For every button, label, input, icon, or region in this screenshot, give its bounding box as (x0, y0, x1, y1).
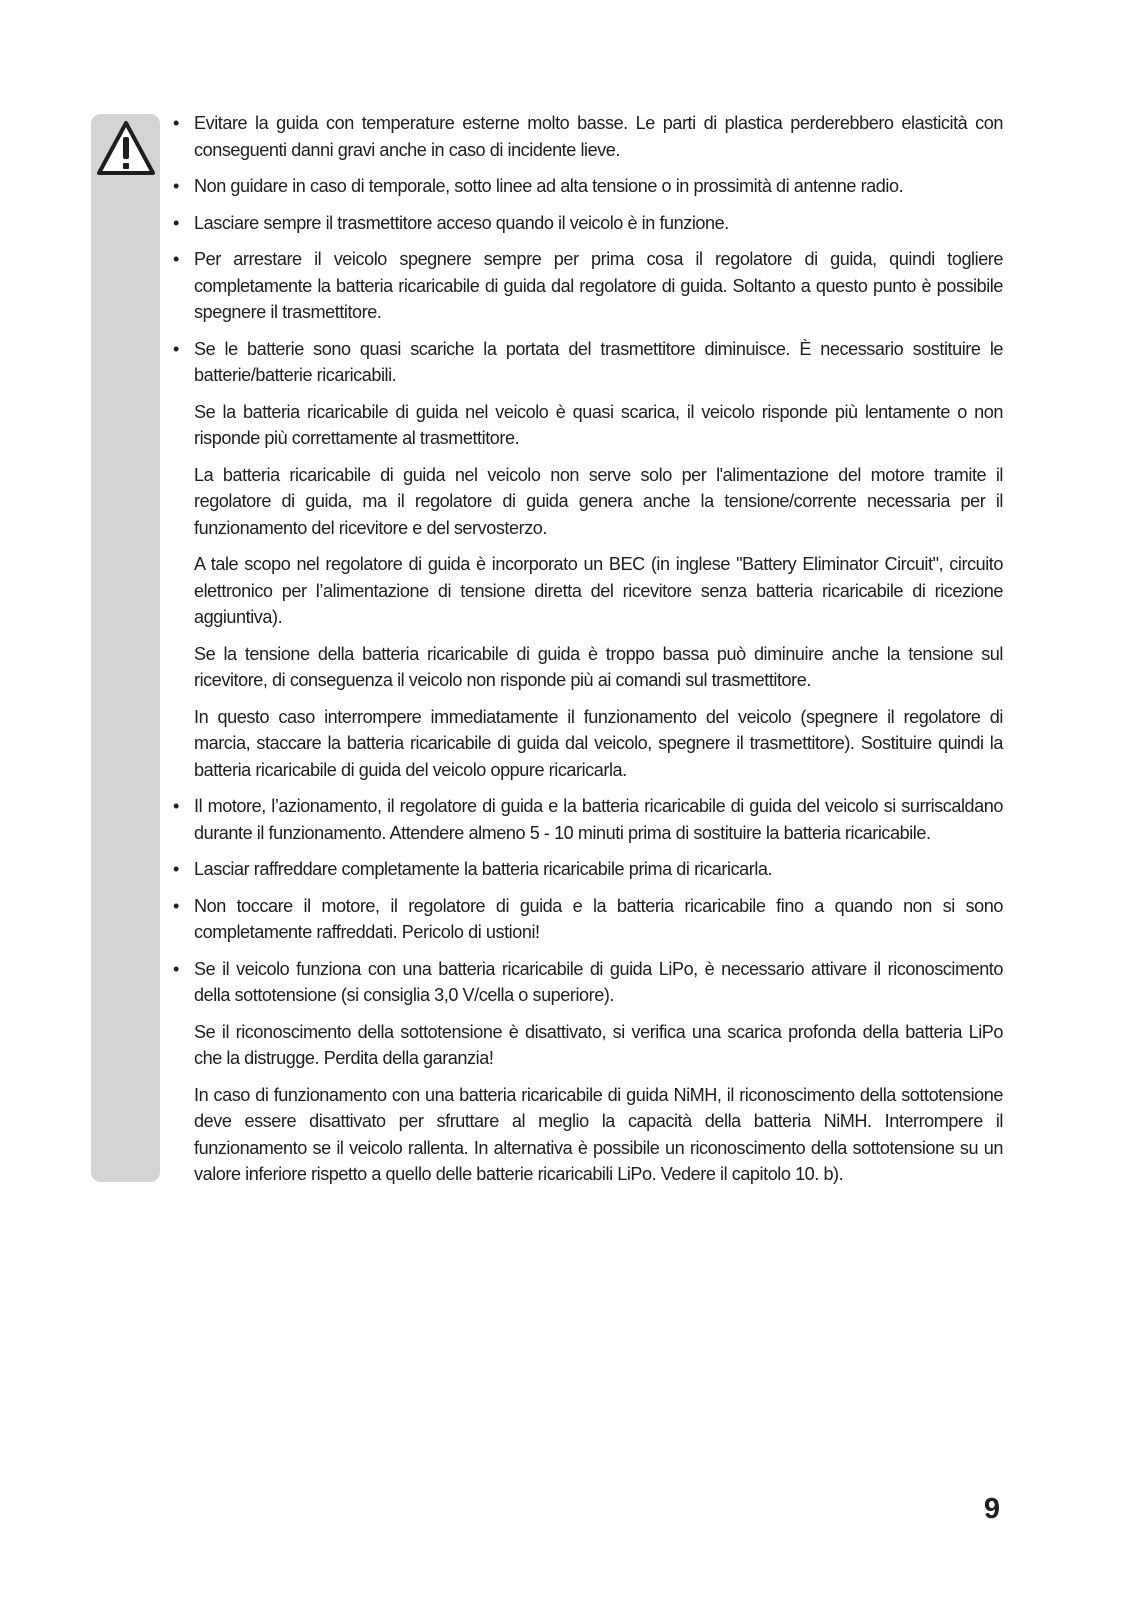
bullet-item (173, 956, 1003, 1009)
warning-triangle-icon (95, 119, 157, 179)
paragraph (173, 1019, 1003, 1072)
paragraph (173, 704, 1003, 784)
block-text: Se le batterie sono quasi scariche la portata del trasmettitore diminuisce. È necessario sostituire le batterie/batterie ricaricabili. (194, 338, 1003, 385)
bullet-marker: • (173, 176, 179, 196)
bullet-marker: • (173, 338, 179, 359)
block-text: In questo caso interrompere immediatamente il funzionamento del veicolo (spegnere il regolatore di marcia, staccare la batteria ricaricabile di guida dal veicolo, spegnere il trasmettitore). Sostituire quindi la batteria ricaricabile di guida del veicolo oppure ricaricarla. (194, 706, 1003, 780)
bullet-item (173, 246, 1003, 326)
paragraph (173, 551, 1003, 631)
bullet-marker: • (173, 796, 179, 816)
bullet-item (173, 793, 1003, 846)
bullet-item (173, 336, 1003, 389)
warning-sidebar (91, 114, 160, 1182)
paragraph (173, 399, 1003, 452)
bullet-item (173, 173, 1003, 200)
safety-instructions (173, 110, 1003, 1198)
block-text: La batteria ricaricabile di guida nel veicolo non serve solo per l'alimentazione del motore tramite il regolatore di guida, ma il regolatore di guida genera anche la tensione/corrente necessaria per il funzionamento del ricevitore e del servosterzo. (194, 464, 1003, 538)
block-text: Se la tensione della batteria ricaricabile di guida è troppo bassa può diminuire anche la tensione sul ricevitore, di conseguenza il veicolo non risponde più ai comandi sul trasmettitore. (194, 643, 1003, 690)
page-number: 9 (983, 1493, 1000, 1525)
bullet-marker: • (173, 895, 179, 916)
block-text: Se il riconoscimento della sottotensione è disattivato, si verifica una scarica profonda della batteria LiPo che la distrugge. Perdita della garanzia! (194, 1021, 1003, 1068)
block-text: Lasciar raffreddare completamente la batteria ricaricabile prima di ricaricarla. (194, 859, 773, 879)
paragraph (173, 641, 1003, 694)
bullet-item (173, 856, 1003, 883)
block-text: Non guidare in caso di temporale, sotto linee ad alta tensione o in prossimità di antenne radio. (194, 176, 904, 196)
bullet-item (173, 210, 1003, 237)
block-text: Se la batteria ricaricabile di guida nel veicolo è quasi scarica, il veicolo risponde più lentamente o non risponde più correttamente al trasmettitore. (194, 401, 1003, 448)
block-text: In caso di funzionamento con una batteria ricaricabile di guida NiMH, il riconoscimento della sottotensione deve essere disattivato per sfruttare al meglio la capacità della batteria NiMH. Interrompere il funzionamento se il veicolo rallenta. In alternativa è possibile un riconoscimento della sottotensione su un valore inferiore rispetto a quello delle batterie ricaricabili LiPo. Vedere il capitolo 10. b). (194, 1084, 1003, 1184)
bullet-marker: • (173, 212, 179, 233)
block-text: Per arrestare il veicolo spegnere sempre per prima cosa il regolatore di guida, quindi togliere completamente la batteria ricaricabile di guida dal regolatore di guida. Soltanto a questo punto è possibile spegnere il trasmettitore. (194, 249, 1003, 322)
bullet-item (173, 893, 1003, 946)
block-text: Lasciare sempre il trasmettitore acceso quando il veicolo è in funzione. (194, 212, 729, 233)
block-text: Se il veicolo funziona con una batteria ricaricabile di guida LiPo, è necessario attivare il riconoscimento della sottotensione (si consiglia 3,0 V/cella o superiore). (194, 958, 1003, 1005)
bullet-marker: • (173, 859, 179, 879)
block-text: Evitare la guida con temperature esterne molto basse. Le parti di plastica perderebbero elasticità con conseguenti danni gravi anche in caso di incidente lieve. (194, 113, 1003, 160)
bullet-item (173, 110, 1003, 163)
paragraph (173, 462, 1003, 542)
block-text: A tale scopo nel regolatore di guida è incorporato un BEC (in inglese "Battery Eliminator Circuit", circuito elettronico per l’alimentazione di tensione diretta del ricevitore senza batteria ricaricabile di ricezione aggiuntiva). (194, 554, 1003, 627)
bullet-marker: • (173, 958, 179, 979)
block-text: Non toccare il motore, il regolatore di guida e la batteria ricaricabile fino a quando non si sono completamente raffreddati. Pericolo di ustioni! (194, 895, 1003, 942)
bullet-marker: • (173, 113, 179, 133)
paragraph (173, 1082, 1003, 1188)
bullet-marker: • (173, 249, 179, 269)
block-text: Il motore, l’azionamento, il regolatore di guida e la batteria ricaricabile di guida del veicolo si surriscaldano durante il funzionamento. Attendere almeno 5 - 10 minuti prima di sostituire la batteria ricaricabile. (194, 796, 1003, 843)
